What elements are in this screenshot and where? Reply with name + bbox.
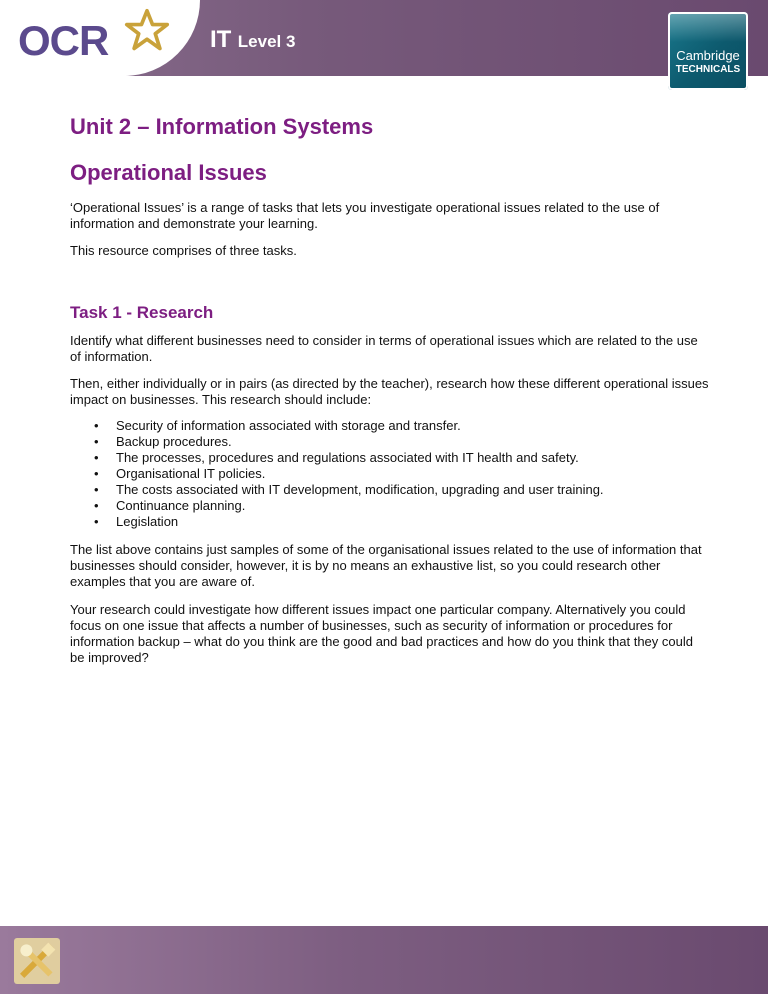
badge-line-2: TECHNICALS	[675, 64, 741, 75]
document-body	[70, 114, 710, 666]
list-item	[70, 466, 710, 482]
level-label: Level 3	[237, 32, 296, 51]
tools-icon	[12, 936, 62, 986]
research-list	[70, 418, 710, 530]
intro-paragraph: ‘Operational Issues’ is a range of tasks that lets you investigate operational issues related to the use of information and demonstrate your learning.	[70, 200, 660, 231]
ocr-logo: OCR	[18, 17, 109, 64]
list-item	[70, 450, 710, 466]
logo-panel	[0, 0, 200, 76]
bullet-icon: •	[94, 434, 99, 449]
bullet-icon: •	[94, 450, 99, 465]
list-item	[70, 418, 710, 434]
bullet-icon: •	[94, 466, 99, 481]
list-item-text: Backup procedures.	[116, 434, 232, 449]
list-item	[70, 482, 710, 498]
list-item	[70, 498, 710, 514]
bullet-icon: •	[94, 514, 99, 529]
cambridge-technicals-logo	[668, 12, 748, 90]
list-item	[70, 434, 710, 450]
list-item-text: Legislation	[116, 514, 179, 529]
subject-label: IT	[210, 26, 232, 53]
header-title	[210, 26, 295, 54]
bullet-icon: •	[94, 418, 99, 433]
star-icon	[124, 8, 170, 54]
task1-heading: Task 1 - Research	[70, 303, 214, 322]
task1-paragraph-2: Then, either individually or in pairs (as directed by the teacher), research how these different operational issues impact on businesses. This research should include:	[70, 376, 709, 407]
task1-paragraph-4: Your research could investigate how different issues impact one particular company. Alternatively you could focus on one issue that affects a number of businesses, such as security of information or procedures for information backup – what do you think are the good and bad practices and how do you think that they could be improved?	[70, 602, 693, 665]
section-title: Operational Issues	[70, 160, 267, 185]
comprises-paragraph: This resource comprises of three tasks.	[70, 243, 297, 258]
list-item-text: Continuance planning.	[116, 498, 246, 513]
list-item-text: The costs associated with IT development, modification, upgrading and user training.	[116, 482, 604, 497]
list-item-text: Organisational IT policies.	[116, 466, 266, 481]
unit-title: Unit 2 – Information Systems	[70, 114, 374, 139]
list-item-text: The processes, procedures and regulations associated with IT health and safety.	[116, 450, 579, 465]
header-band	[0, 0, 768, 76]
task1-paragraph-1: Identify what different businesses need to consider in terms of operational issues which are related to the use of information.	[70, 333, 698, 364]
badge-gloss	[668, 12, 748, 42]
list-item-text: Security of information associated with storage and transfer.	[116, 418, 461, 433]
list-item	[70, 514, 710, 530]
badge-line-1: Cambridge	[676, 48, 740, 63]
footer-band	[0, 926, 768, 994]
bullet-icon: •	[94, 498, 99, 513]
bullet-icon: •	[94, 482, 99, 497]
task1-paragraph-3: The list above contains just samples of some of the organisational issues related to the use of information that businesses should consider, however, it is by no means an exhaustive list, so you could research other examples that you are aware of.	[70, 542, 702, 589]
